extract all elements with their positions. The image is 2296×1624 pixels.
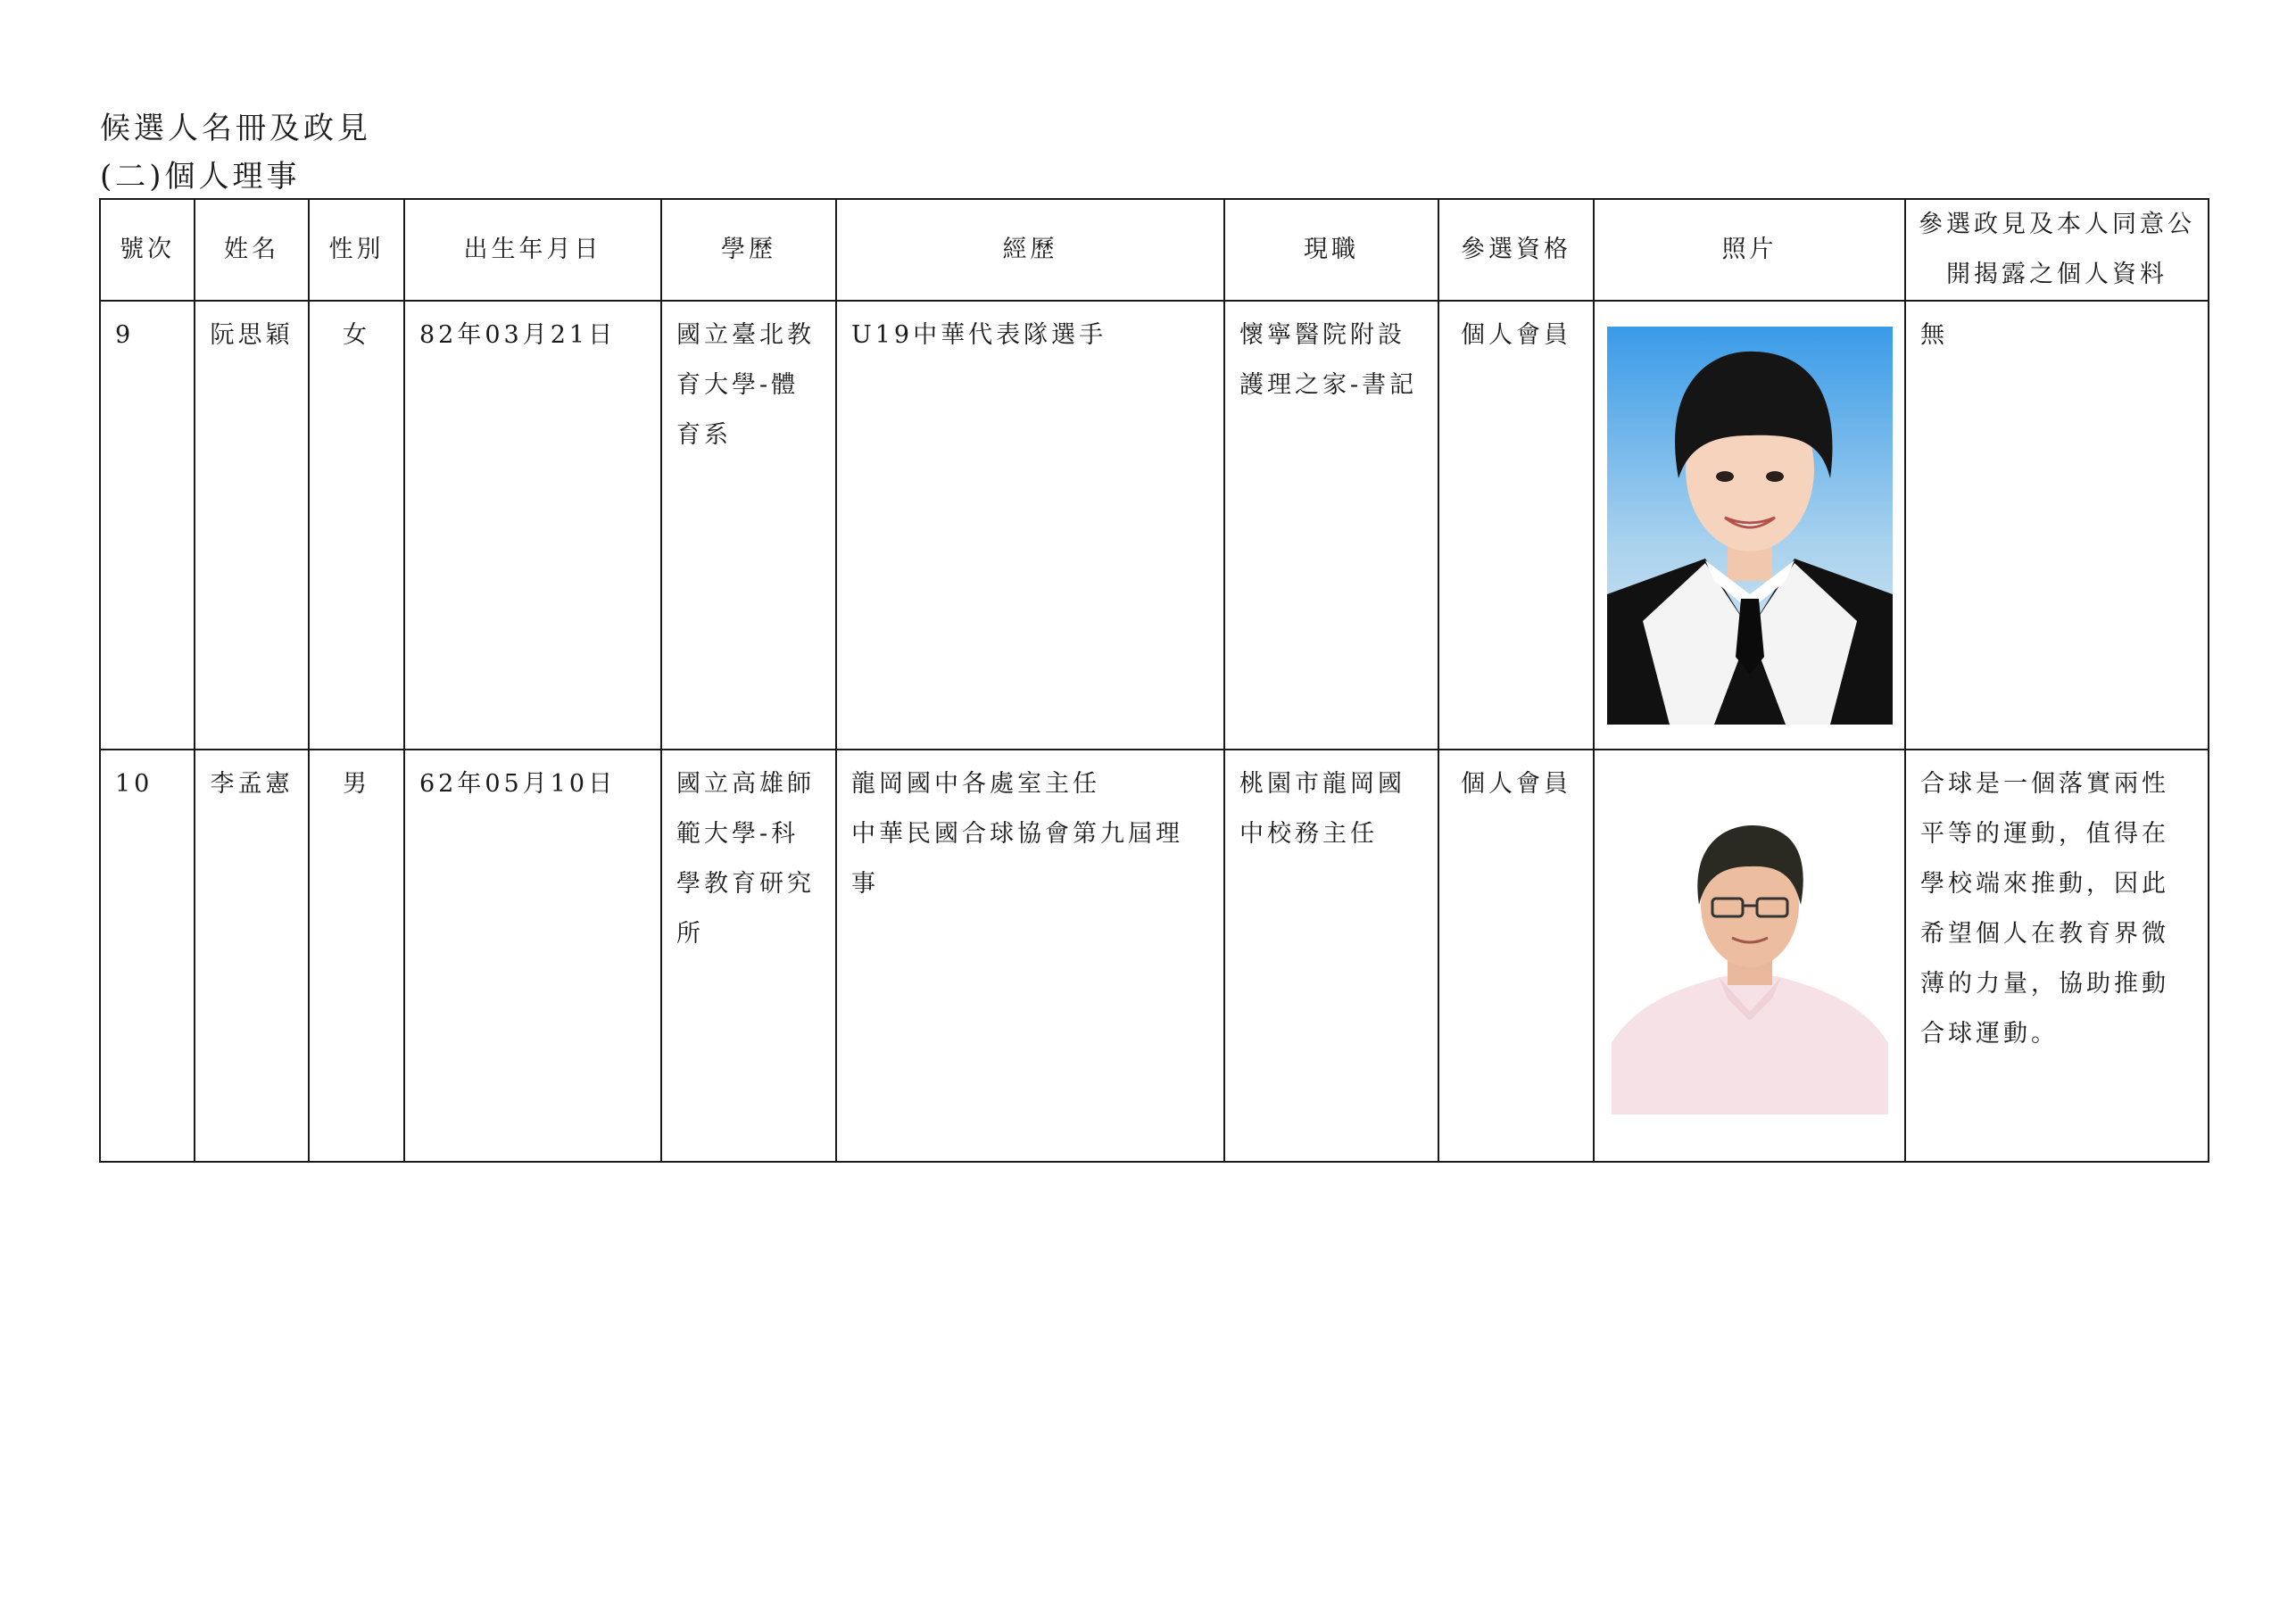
- cell-photo: [1594, 301, 1905, 750]
- document-subtitle: (二)個人理事: [100, 159, 301, 195]
- cell-gender: 男: [309, 750, 404, 1162]
- cell-photo: [1594, 750, 1905, 1162]
- cell-number: 10: [100, 750, 195, 1162]
- table-row: [100, 750, 2209, 1162]
- cell-birth: 82年03月21日: [404, 301, 661, 750]
- cell-platform: 無: [1905, 301, 2209, 750]
- header-position: 現職: [1224, 199, 1438, 301]
- header-platform: 參選政見及本人同意公開揭露之個人資料: [1905, 199, 2209, 301]
- cell-education: 國立臺北教育大學-體育系: [661, 301, 836, 750]
- cell-experience: [836, 301, 1224, 750]
- cell-qualification: 個人會員: [1438, 301, 1594, 750]
- header-experience: 經歷: [836, 199, 1224, 301]
- experience-line: 中華民國合球協會第九屆理事: [851, 820, 1183, 898]
- portrait-photo-icon: [1607, 327, 1893, 725]
- cell-name: 李孟憲: [195, 750, 309, 1162]
- header-number: 號次: [100, 199, 195, 301]
- portrait-photo-icon: [1612, 820, 1888, 1114]
- header-gender: 性別: [309, 199, 404, 301]
- experience-line: U19中華代表隊選手: [851, 321, 1107, 349]
- header-name: 姓名: [195, 199, 309, 301]
- cell-position: 懷寧醫院附設護理之家-書記: [1224, 301, 1438, 750]
- cell-education: 國立高雄師範大學-科學教育研究所: [661, 750, 836, 1162]
- candidate-table: [99, 198, 2209, 1163]
- cell-position: 桃園市龍岡國中校務主任: [1224, 750, 1438, 1162]
- header-row: [100, 199, 2209, 301]
- cell-number: 9: [100, 301, 195, 750]
- cell-name: 阮思穎: [195, 301, 309, 750]
- cell-experience: [836, 750, 1224, 1162]
- cell-birth: 62年05月10日: [404, 750, 661, 1162]
- header-photo: 照片: [1594, 199, 1905, 301]
- cell-qualification: 個人會員: [1438, 750, 1594, 1162]
- header-qualification: 參選資格: [1438, 199, 1594, 301]
- table-row: [100, 301, 2209, 750]
- header-education: 學歷: [661, 199, 836, 301]
- document-title: 候選人名冊及政見: [100, 111, 371, 146]
- experience-line: 龍岡國中各處室主任: [851, 770, 1100, 798]
- header-birth: 出生年月日: [404, 199, 661, 301]
- cell-gender: 女: [309, 301, 404, 750]
- cell-platform: 合球是一個落實兩性平等的運動，值得在學校端來推動，因此希望個人在教育界微薄的力量，協助推動合球運動。: [1905, 750, 2209, 1162]
